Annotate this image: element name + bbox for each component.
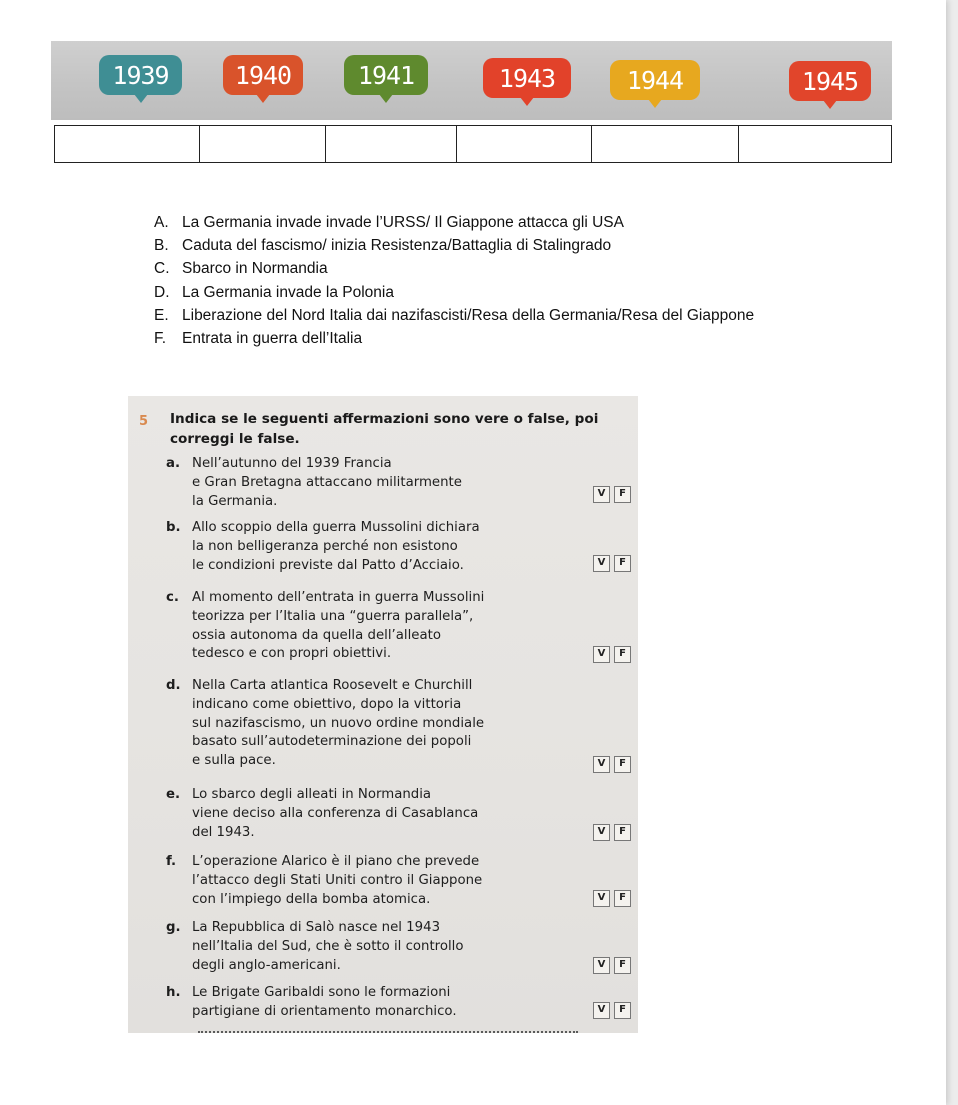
true-false-boxes	[593, 555, 631, 572]
true-false-boxes	[593, 1002, 631, 1019]
statement-label: a.	[166, 456, 181, 471]
year-tag-1940: 1940	[223, 55, 303, 95]
statement-text: Nell’autunno del 1939 Francia e Gran Bretagna attaccano militarmente la Germania.	[192, 456, 462, 509]
true-false-boxes	[593, 756, 631, 773]
event-text: La Germania invade invade l’URSS/ Il Giappone attacca gli USA	[182, 214, 624, 231]
false-box[interactable]: F	[614, 646, 631, 663]
true-box[interactable]: V	[593, 646, 610, 663]
event-letter: C.	[154, 260, 170, 278]
statement-label: c.	[166, 590, 179, 605]
exercise-number: 5	[139, 414, 149, 429]
event-text: La Germania invade la Polonia	[182, 283, 394, 301]
false-box[interactable]: F	[614, 486, 631, 503]
statement-label: f.	[166, 854, 177, 869]
true-false-boxes	[593, 646, 631, 663]
event-letter: D.	[154, 283, 170, 301]
event-item	[154, 327, 754, 350]
answer-cell-1943[interactable]	[457, 126, 592, 162]
event-item	[154, 257, 754, 280]
event-item	[154, 281, 754, 304]
event-item	[154, 304, 754, 327]
true-false-boxes	[593, 824, 631, 841]
statement-label: d.	[166, 678, 181, 693]
true-box[interactable]: V	[593, 890, 610, 907]
true-false-boxes	[593, 957, 631, 974]
true-box[interactable]: V	[593, 824, 610, 841]
timeline-strip	[51, 41, 892, 120]
event-letter: A.	[154, 214, 169, 231]
true-box[interactable]: V	[593, 1002, 610, 1019]
true-false-boxes	[593, 890, 631, 907]
answer-cell-1941[interactable]	[326, 126, 457, 162]
statement-label: h.	[166, 985, 181, 1000]
statement-label: e.	[166, 787, 181, 802]
false-box[interactable]: F	[614, 890, 631, 907]
statement-c	[166, 589, 636, 664]
event-text: Sbarco in Normandia	[182, 260, 328, 278]
false-box[interactable]: F	[614, 957, 631, 974]
statement-text: La Repubblica di Salò nasce nel 1943 nell’Italia del Sud, che è sotto il controllo degli anglo-americani.	[192, 920, 464, 973]
answer-cell-1945[interactable]	[739, 126, 891, 162]
event-item	[154, 234, 754, 257]
answer-grid	[54, 125, 892, 163]
true-box[interactable]: V	[593, 957, 610, 974]
statement-e	[166, 786, 636, 842]
false-box[interactable]: F	[614, 824, 631, 841]
exercise-title: Indica se le seguenti affermazioni sono vere o false, poi correggi le false.	[170, 411, 599, 447]
event-letter: F.	[154, 330, 167, 348]
true-box[interactable]: V	[593, 486, 610, 503]
statement-a	[166, 455, 636, 511]
year-tag-1943: 1943	[483, 58, 571, 98]
statement-text: Lo sbarco degli alleati in Normandia viene deciso alla conferenza di Casablanca del 1943.	[192, 787, 479, 840]
statement-d	[166, 677, 636, 771]
statement-text: Le Brigate Garibaldi sono le formazioni partigiane di orientamento monarchico.	[192, 985, 457, 1019]
true-false-boxes	[593, 486, 631, 503]
year-tag-1939: 1939	[99, 55, 182, 95]
cut-text-top	[148, 396, 388, 400]
statement-f	[166, 853, 636, 909]
false-box[interactable]: F	[614, 1002, 631, 1019]
statement-text: L’operazione Alarico è il piano che prevede l’attacco degli Stati Uniti contro il Giappone con l’impiego della bomba atomica.	[192, 854, 483, 907]
false-box[interactable]: F	[614, 756, 631, 773]
statement-label: b.	[166, 520, 181, 535]
statement-text: Nella Carta atlantica Roosevelt e Churchill indicano come obiettivo, dopo la vittoria sul nazifascismo, un nuovo ordine mondiale basato sull’autodeterminazione dei popoli e sulla pace.	[192, 678, 485, 769]
answer-cell-1940[interactable]	[200, 126, 326, 162]
true-box[interactable]: V	[593, 555, 610, 572]
false-box[interactable]: F	[614, 555, 631, 572]
event-letter: E.	[154, 306, 169, 324]
statement-h	[166, 984, 636, 1022]
statement-b	[166, 519, 636, 575]
answer-cell-1939[interactable]	[55, 126, 200, 162]
exercise-photo	[128, 396, 638, 1033]
statement-text: Allo scoppio della guerra Mussolini dichiara la non belligeranza perché non esistono le condizioni previste dal Patto d’Acciaio.	[192, 520, 480, 573]
events-list	[154, 211, 754, 350]
statement-label: g.	[166, 920, 181, 935]
year-tag-1945: 1945	[789, 61, 871, 101]
event-text: Caduta del fascismo/ inizia Resistenza/Battaglia di Stalingrado	[182, 237, 612, 255]
event-text: Entrata in guerra dell’Italia	[182, 330, 363, 348]
event-letter: B.	[154, 237, 169, 255]
event-text: Liberazione del Nord Italia dai nazifascisti/Resa della Germania/Resa del Giappone	[182, 306, 755, 324]
year-tag-1944: 1944	[610, 60, 700, 100]
statement-text: Al momento dell’entrata in guerra Mussolini teorizza per l’Italia una “guerra parallela”, ossia autonoma da quella dell’alleato tedesco e con propri obiettivi.	[192, 590, 485, 662]
statement-g	[166, 919, 636, 975]
year-tag-1941: 1941	[344, 55, 428, 95]
true-box[interactable]: V	[593, 756, 610, 773]
cut-text-bottom	[198, 1027, 578, 1033]
event-item	[154, 211, 754, 234]
answer-cell-1944[interactable]	[592, 126, 739, 162]
